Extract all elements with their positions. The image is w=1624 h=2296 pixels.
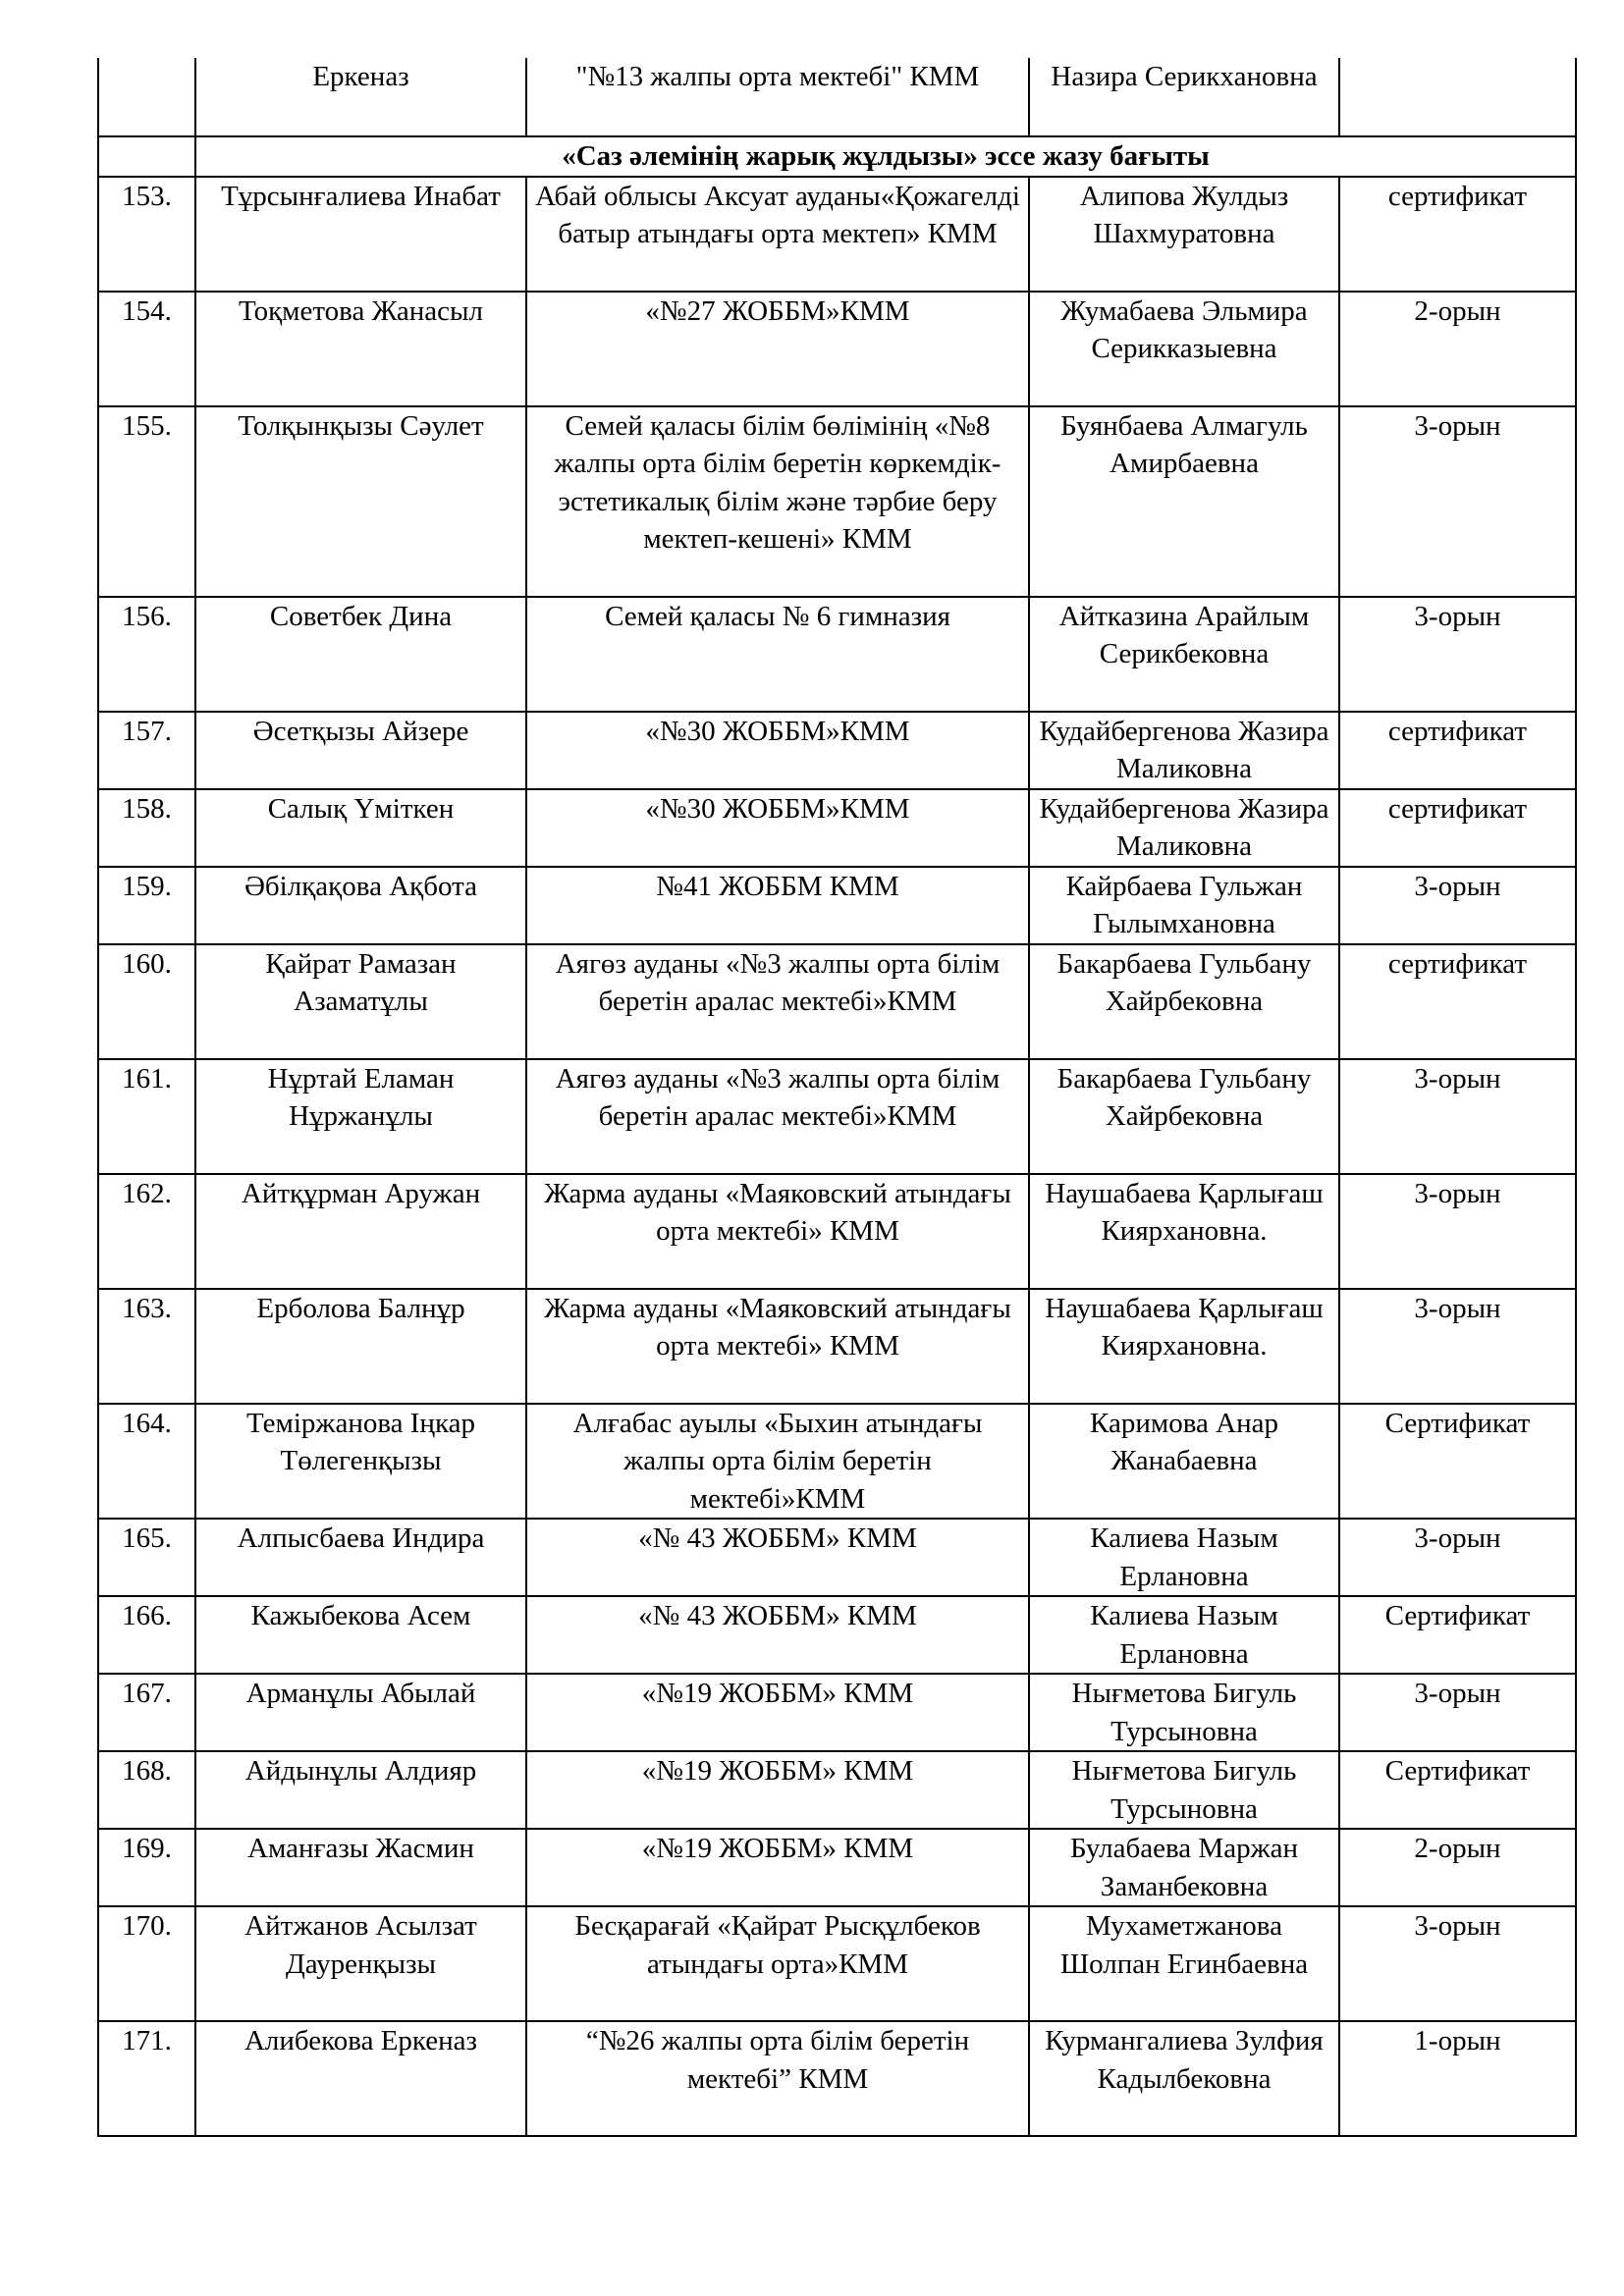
teacher-cell: Нығметова Бигуль Турсыновна <box>1029 1674 1339 1751</box>
teacher-cell: Бакарбаева Гульбану Хайрбековна <box>1029 944 1339 1059</box>
result-cell: 1-орын <box>1339 2021 1576 2136</box>
school-cell: Бесқарағай «Қайрат Рысқұлбеков атындағы орта»КММ <box>526 1906 1029 2021</box>
teacher-cell: Наушабаева Қарлығаш Киярхановна. <box>1029 1174 1339 1289</box>
row-number-cell: 169. <box>98 1829 195 1906</box>
result-cell: сертификат <box>1339 789 1576 867</box>
participant-name-cell: Тоқметова Жанасыл <box>195 292 526 406</box>
teacher-cell: Кудайбергенова Жазира Маликовна <box>1029 789 1339 867</box>
row-number-cell: 170. <box>98 1906 195 2021</box>
participant-name-cell: Еркеназ <box>195 58 526 136</box>
school-cell: «№ 43 ЖОББМ» КММ <box>526 1596 1029 1674</box>
school-cell: “№26 жалпы орта білім беретін мектебі” КММ <box>526 2021 1029 2136</box>
result-cell: Сертификат <box>1339 1404 1576 1520</box>
school-cell: №41 ЖОББМ КММ <box>526 867 1029 944</box>
teacher-cell: Жумабаева Эльмира Серикказыевна <box>1029 292 1339 406</box>
school-cell: «№19 ЖОББМ» КММ <box>526 1674 1029 1751</box>
participant-name-cell: Әсетқызы Айзере <box>195 712 526 789</box>
result-cell: 3-орын <box>1339 1519 1576 1596</box>
participant-name-cell: Айтжанов Асылзат Дауренқызы <box>195 1906 526 2021</box>
participant-name-cell: Қайрат Рамазан Азаматұлы <box>195 944 526 1059</box>
row-number-cell: 153. <box>98 177 195 292</box>
teacher-cell: Кудайбергенова Жазира Маликовна <box>1029 712 1339 789</box>
section-title: «Саз әлемінің жарық жұлдызы» эссе жазу бағыты <box>195 136 1576 177</box>
table-row <box>98 1829 1576 1906</box>
school-cell: "№13 жалпы орта мектебі" КММ <box>526 58 1029 136</box>
school-cell: «№27 ЖОББМ»КММ <box>526 292 1029 406</box>
table-row <box>98 1289 1576 1404</box>
participant-name-cell: Әбілқақова Ақбота <box>195 867 526 944</box>
result-cell: 3-орын <box>1339 1289 1576 1404</box>
table-row <box>98 1519 1576 1596</box>
table-row <box>98 1596 1576 1674</box>
result-cell: Сертификат <box>1339 1751 1576 1829</box>
table-row <box>98 789 1576 867</box>
table-row <box>98 1751 1576 1829</box>
result-cell: 3-орын <box>1339 1906 1576 2021</box>
row-number-cell <box>98 58 195 136</box>
teacher-cell: Кайрбаева Гульжан Гылымхановна <box>1029 867 1339 944</box>
participant-name-cell: Арманұлы Абылай <box>195 1674 526 1751</box>
participant-name-cell: Айдынұлы Алдияр <box>195 1751 526 1829</box>
result-cell: 3-орын <box>1339 1059 1576 1174</box>
teacher-cell: Айтказина Арайлым Серикбековна <box>1029 597 1339 712</box>
table-row <box>98 1059 1576 1174</box>
result-cell: Сертификат <box>1339 1596 1576 1674</box>
result-cell: 2-орын <box>1339 1829 1576 1906</box>
school-cell: Жарма ауданы «Маяковский атындағы орта мектебі» КММ <box>526 1174 1029 1289</box>
teacher-cell: Каримова Анар Жанабаевна <box>1029 1404 1339 1520</box>
row-number-cell: 154. <box>98 292 195 406</box>
row-number-cell: 158. <box>98 789 195 867</box>
school-cell: Семей қаласы № 6 гимназия <box>526 597 1029 712</box>
teacher-cell: Алипова Жулдыз Шахмуратовна <box>1029 177 1339 292</box>
table-row <box>98 597 1576 712</box>
participant-name-cell: Нұртай Еламан Нұржанұлы <box>195 1059 526 1174</box>
result-cell <box>1339 58 1576 136</box>
school-cell: «№19 ЖОББМ» КММ <box>526 1829 1029 1906</box>
school-cell: «№30 ЖОББМ»КММ <box>526 789 1029 867</box>
school-cell: Семей қаласы білім бөлімінің «№8 жалпы орта білім беретін көркемдік-эстетикалық білім және тәрбие беру мектеп-кешені» КММ <box>526 406 1029 597</box>
table-row <box>98 1174 1576 1289</box>
teacher-cell: Бакарбаева Гульбану Хайрбековна <box>1029 1059 1339 1174</box>
table-row <box>98 867 1576 944</box>
school-cell: «№30 ЖОББМ»КММ <box>526 712 1029 789</box>
school-cell: Аягөз ауданы «№3 жалпы орта білім беретін аралас мектебі»КММ <box>526 944 1029 1059</box>
row-number-cell: 165. <box>98 1519 195 1596</box>
teacher-cell: Калиева Назым Ерлановна <box>1029 1596 1339 1674</box>
result-cell: 3-орын <box>1339 406 1576 597</box>
row-number-cell: 171. <box>98 2021 195 2136</box>
row-number-cell: 155. <box>98 406 195 597</box>
participant-name-cell: Ерболова Балнұр <box>195 1289 526 1404</box>
school-cell: Алғабас ауылы «Быхин атындағы жалпы орта білім беретін мектебі»КММ <box>526 1404 1029 1520</box>
row-number-cell: 162. <box>98 1174 195 1289</box>
results-table-body <box>98 58 1576 2136</box>
table-row <box>98 1404 1576 1520</box>
result-cell: 3-орын <box>1339 1174 1576 1289</box>
teacher-cell: Буянбаева Алмагуль Амирбаевна <box>1029 406 1339 597</box>
row-number-cell: 156. <box>98 597 195 712</box>
table-row <box>98 1674 1576 1751</box>
row-number-cell: 164. <box>98 1404 195 1520</box>
participant-name-cell: Айтқұрман Аружан <box>195 1174 526 1289</box>
result-cell: 3-орын <box>1339 867 1576 944</box>
school-cell: «№ 43 ЖОББМ» КММ <box>526 1519 1029 1596</box>
result-cell: сертификат <box>1339 712 1576 789</box>
teacher-cell: Мухаметжанова Шолпан Егинбаевна <box>1029 1906 1339 2021</box>
participant-name-cell: Кажыбекова Асем <box>195 1596 526 1674</box>
table-row <box>98 944 1576 1059</box>
table-row <box>98 1906 1576 2021</box>
table-row <box>98 177 1576 292</box>
teacher-cell: Калиева Назым Ерлановна <box>1029 1519 1339 1596</box>
teacher-cell: Курмангалиева Зулфия Кадылбековна <box>1029 2021 1339 2136</box>
result-cell: 2-орын <box>1339 292 1576 406</box>
section-spacer-cell <box>98 136 195 177</box>
row-number-cell: 160. <box>98 944 195 1059</box>
school-cell: Жарма ауданы «Маяковский атындағы орта мектебі» КММ <box>526 1289 1029 1404</box>
results-table <box>97 58 1577 2137</box>
section-header-row <box>98 136 1576 177</box>
participant-name-cell: Толқынқызы Сәулет <box>195 406 526 597</box>
result-cell: 3-орын <box>1339 597 1576 712</box>
table-row <box>98 712 1576 789</box>
participant-name-cell: Тұрсынғалиева Инабат <box>195 177 526 292</box>
continued-row <box>98 58 1576 136</box>
row-number-cell: 166. <box>98 1596 195 1674</box>
participant-name-cell: Советбек Дина <box>195 597 526 712</box>
teacher-cell: Булабаева Маржан Заманбековна <box>1029 1829 1339 1906</box>
school-cell: «№19 ЖОББМ» КММ <box>526 1751 1029 1829</box>
row-number-cell: 161. <box>98 1059 195 1174</box>
participant-name-cell: Теміржанова Іңкар Төлегенқызы <box>195 1404 526 1520</box>
row-number-cell: 163. <box>98 1289 195 1404</box>
row-number-cell: 168. <box>98 1751 195 1829</box>
row-number-cell: 157. <box>98 712 195 789</box>
table-row <box>98 292 1576 406</box>
teacher-cell: Нығметова Бигуль Турсыновна <box>1029 1751 1339 1829</box>
participant-name-cell: Алибекова Еркеназ <box>195 2021 526 2136</box>
school-cell: Аягөз ауданы «№3 жалпы орта білім беретін аралас мектебі»КММ <box>526 1059 1029 1174</box>
participant-name-cell: Салық Үміткен <box>195 789 526 867</box>
result-cell: сертификат <box>1339 177 1576 292</box>
school-cell: Абай облысы Аксуат ауданы«Қожагелді батыр атындағы орта мектеп» КММ <box>526 177 1029 292</box>
participant-name-cell: Алпысбаева Индира <box>195 1519 526 1596</box>
table-row <box>98 406 1576 597</box>
result-cell: 3-орын <box>1339 1674 1576 1751</box>
teacher-cell: Наушабаева Қарлығаш Киярхановна. <box>1029 1289 1339 1404</box>
row-number-cell: 167. <box>98 1674 195 1751</box>
table-row <box>98 2021 1576 2136</box>
row-number-cell: 159. <box>98 867 195 944</box>
participant-name-cell: Аманғазы Жасмин <box>195 1829 526 1906</box>
teacher-cell: Назира Серикхановна <box>1029 58 1339 136</box>
result-cell: сертификат <box>1339 944 1576 1059</box>
